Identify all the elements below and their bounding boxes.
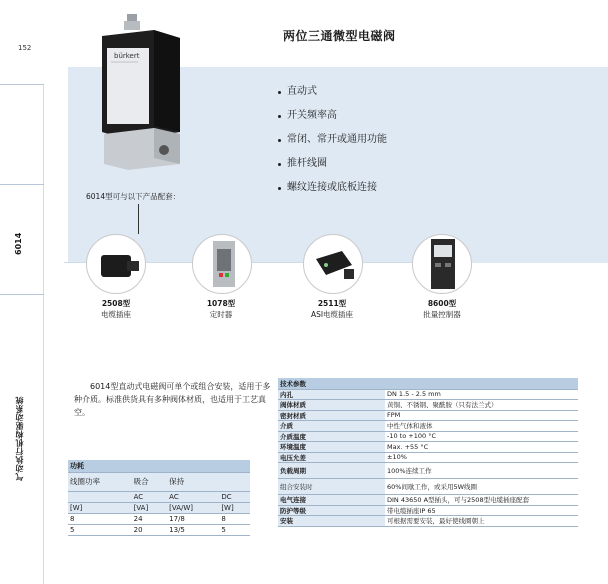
power-header: 吸合 <box>132 472 168 491</box>
feature-list <box>278 80 387 200</box>
tech-key: 防护等级 <box>278 505 385 516</box>
timer-icon <box>193 235 252 294</box>
compat-note: 6014型可与以下产品配套： <box>86 192 181 201</box>
asi-plug-icon <box>304 235 363 294</box>
power-table <box>68 460 250 536</box>
tech-value: 带电缆插座IP 65 <box>385 505 578 516</box>
tech-value: -10 to +100 °C <box>385 431 578 442</box>
accessory-name: 批量控制器 <box>423 310 461 319</box>
accessory-2511-image <box>303 234 363 294</box>
cable-plug-icon <box>87 235 146 294</box>
tech-table-title: 技术参数 <box>278 378 578 389</box>
tech-value: 100%连续工作 <box>385 463 578 479</box>
feature-item: 直动式 <box>278 80 387 104</box>
power-cell: 5 <box>219 524 250 535</box>
power-subheader: AC <box>167 491 219 502</box>
power-cell: 20 <box>132 524 168 535</box>
power-unit: [VA] <box>132 502 168 513</box>
accessory-code: 1078型 <box>206 299 236 308</box>
tech-key: 介质 <box>278 421 385 432</box>
power-header: 线圈功率 <box>68 472 132 491</box>
accessory-code: 2508型 <box>101 299 131 308</box>
power-unit: [W] <box>219 502 250 513</box>
tech-key: 介质温度 <box>278 431 385 442</box>
tech-key: 电气连接 <box>278 495 385 506</box>
tech-value: DIN 43650 A型插头，可与2508型电缆插座配套 <box>385 495 578 506</box>
tech-value: FPM <box>385 410 578 421</box>
tech-value: 黄铜、不锈钢、聚酰胺（只有法兰式） <box>385 400 578 411</box>
tech-key: 负载周期 <box>278 463 385 479</box>
page-title: 两位三通微型电磁阀 <box>283 29 396 43</box>
side-code: 6014 <box>14 232 23 256</box>
accessory-name: 定时器 <box>209 310 233 319</box>
power-subheader <box>68 491 132 502</box>
accessory-2508-image <box>86 234 146 294</box>
power-table-title: 功耗 <box>68 460 250 472</box>
solenoid-valve-image <box>94 14 186 170</box>
power-cell: 8 <box>219 513 250 524</box>
accessory-code: 2511型 <box>317 299 347 308</box>
tech-value: Max. +55 °C <box>385 442 578 453</box>
tech-value: ±10% <box>385 452 578 463</box>
tech-key: 内孔 <box>278 389 385 400</box>
tech-key: 组合安装时 <box>278 479 385 495</box>
tech-value: DN 1.5 - 2.5 mm <box>385 389 578 400</box>
product-description: 6014型直动式电磁阀可单个或组合安装，适用于多种介质。标准供货具有多种阀体材质，也适用于工艺真空。 <box>74 382 271 417</box>
power-cell: 17/8 <box>167 513 219 524</box>
power-subheader: DC <box>219 491 250 502</box>
side-title: 气动执行机构驱动系统 <box>15 396 24 482</box>
tech-key: 环境温度 <box>278 442 385 453</box>
tech-key: 阀体材质 <box>278 400 385 411</box>
tech-value: 中性气体和液体 <box>385 421 578 432</box>
tech-key: 电压允差 <box>278 452 385 463</box>
feature-item: 开关频率高 <box>278 104 387 128</box>
tech-value: 可根据需要安装，最好使线圈朝上 <box>385 516 578 527</box>
power-cell: 13/5 <box>167 524 219 535</box>
power-cell: 24 <box>132 513 168 524</box>
power-unit: [W] <box>68 502 132 513</box>
tech-value: 60%间歇工作，或采用5W线圈 <box>385 479 578 495</box>
compat-connector <box>138 204 139 234</box>
power-subheader: AC <box>132 491 168 502</box>
accessory-8600-image <box>412 234 472 294</box>
tech-key: 安装 <box>278 516 385 527</box>
accessory-code: 8600型 <box>427 299 457 308</box>
power-header: 保持 <box>167 472 250 491</box>
power-unit: [VA/W] <box>167 502 219 513</box>
brand-label: bürkert <box>114 52 140 60</box>
power-cell: 5 <box>68 524 132 535</box>
page-number: 152 <box>18 44 32 52</box>
tech-key: 密封材质 <box>278 410 385 421</box>
feature-item: 推杆线圈 <box>278 152 387 176</box>
accessory-name: ASI电缆插座 <box>310 310 354 319</box>
accessory-1078-image <box>192 234 252 294</box>
power-cell: 8 <box>68 513 132 524</box>
side-strip <box>0 84 44 584</box>
tech-table <box>278 378 578 527</box>
feature-item: 常闭、常开或通用功能 <box>278 128 387 152</box>
accessory-name: 电缆插座 <box>101 310 131 319</box>
batch-controller-icon <box>413 235 472 294</box>
feature-item: 螺纹连接或底板连接 <box>278 176 387 200</box>
